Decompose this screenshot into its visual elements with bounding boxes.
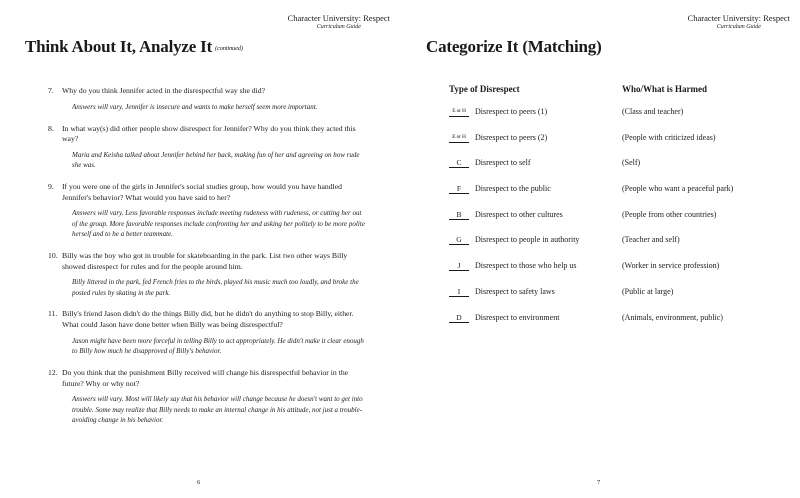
question-item — [48, 86, 368, 112]
question-number: 7. — [48, 86, 54, 95]
column-header-type: Type of Disrespect — [449, 84, 520, 94]
harmed-party: (Teacher and self) — [622, 235, 680, 245]
matching-table — [449, 105, 800, 336]
question-item — [48, 124, 368, 171]
question-text — [48, 251, 368, 272]
matching-row — [449, 233, 800, 259]
running-header-title: Character University: Respect — [687, 13, 790, 23]
harmed-party: (People from other countries) — [622, 209, 717, 219]
question-number: 8. — [48, 123, 54, 133]
disrespect-type: Disrespect to self — [475, 158, 531, 168]
question-text — [48, 86, 368, 97]
harmed-party: (Self) — [622, 158, 641, 168]
matching-row — [449, 156, 800, 182]
question-number: 10. — [48, 250, 58, 260]
title-continued-note: (continued) — [215, 45, 243, 52]
answer-blank: E or H — [449, 107, 469, 117]
disrespect-type: Disrespect to people in authority — [475, 235, 580, 245]
right-page — [400, 0, 800, 498]
column-header-harmed: Who/What is Harmed — [622, 84, 708, 94]
harmed-party: (People who want a peaceful park) — [622, 184, 734, 194]
question-body: In what way(s) did other people show disrespect for Jennifer? Why do you think they acted this way? — [62, 123, 356, 144]
answer-text: Billy littered in the park, fed French fries to the birds, played his music much too loudly, and broke the posted rules by skating in the park. — [72, 278, 359, 297]
question-item — [48, 182, 368, 239]
question-text — [48, 368, 368, 389]
matching-row — [449, 311, 800, 337]
question-item — [48, 309, 368, 356]
harmed-party: (Worker in service profession) — [622, 261, 720, 271]
question-item — [48, 251, 368, 298]
page-title: Categorize It (Matching) — [426, 37, 602, 56]
answer-text: Maria and Keisha talked about Jennifer behind her back, making fun of her and agreeing on how rude she was. — [72, 150, 360, 170]
question-body: Billy was the boy who got in trouble for skateboarding in the park. List two other ways Billy showed disrespect for rules and for the people around him. — [62, 250, 348, 271]
answer-blank: D — [449, 313, 469, 323]
page-title — [25, 37, 243, 57]
question-number: 11. — [48, 309, 58, 319]
question-text — [48, 309, 368, 330]
disrespect-type: Disrespect to the public — [475, 184, 551, 194]
answer-text: Answers will vary. Jennifer is insecure and wants to make herself seem more important. — [72, 102, 318, 111]
running-header-subtitle: Curriculum Guide — [316, 23, 361, 30]
disrespect-type: Disrespect to those who help us — [475, 261, 577, 271]
question-list — [48, 86, 368, 437]
question-text — [48, 182, 368, 203]
running-header-subtitle: Curriculum Guide — [716, 23, 761, 30]
matching-row — [449, 182, 800, 208]
disrespect-type: Disrespect to environment — [475, 312, 560, 322]
answer-text: Answers will vary. Most will likely say that his behavior will change because he doesn't want to get into trouble. Some may realize that Billy needs to make an internal change in his attitude, not just a trouble-avoiding change in his behavior. — [72, 395, 363, 424]
question-body: If you were one of the girls in Jennifer's social studies group, how would you have handled Jennifer's behavior? What would you have said to her? — [62, 182, 342, 202]
question-number: 12. — [48, 367, 58, 377]
harmed-party: (Public at large) — [622, 286, 674, 296]
running-header — [288, 14, 390, 30]
harmed-party: (Class and teacher) — [622, 107, 684, 116]
answer-text: Answers will vary. Less favorable responses include meeting rudeness with rudeness, or cutting her out of the group. More favorable responses include confronting her and asking her politely to be more polite herself and to be a better teammate. — [72, 209, 365, 238]
running-header — [688, 14, 790, 30]
page-number: 6 — [197, 479, 201, 486]
answer-blank: C — [449, 158, 469, 168]
matching-row — [449, 285, 800, 311]
harmed-party: (Animals, environment, public) — [622, 312, 723, 322]
question-body: Do you think that the punishment Billy received will change his disrespectful behavior in the future? Why or why not? — [62, 367, 349, 388]
page-number: 7 — [597, 479, 601, 486]
disrespect-type: Disrespect to other cultures — [475, 209, 563, 219]
answer-blank: J — [449, 261, 469, 271]
page-title-text: Think About It, Analyze It — [25, 37, 213, 56]
disrespect-type: Disrespect to peers (2) — [475, 132, 548, 142]
question-number: 9. — [48, 182, 54, 191]
matching-row — [449, 105, 800, 131]
question-text — [48, 124, 368, 145]
question-body: Billy's friend Jason didn't do the things Billy did, but he didn't do anything to stop Billy, either. What could Jason have done better when Billy was being disrespectful? — [62, 309, 354, 329]
answer-blank: E or H — [449, 133, 469, 143]
question-body: Why do you think Jennifer acted in the disrespectful way she did? — [62, 86, 266, 95]
answer-blank: B — [449, 210, 469, 220]
disrespect-type: Disrespect to safety laws — [475, 286, 555, 296]
matching-row — [449, 131, 800, 157]
answer-blank: I — [449, 287, 469, 297]
disrespect-type: Disrespect to peers (1) — [475, 107, 548, 116]
answer-blank: G — [449, 235, 469, 245]
harmed-party: (People with criticized ideas) — [622, 132, 716, 142]
matching-row — [449, 259, 800, 285]
answer-text: Jason might have been more forceful in telling Billy to act appropriately. He didn't make it clear enough to Billy how much he disapproved of Billy's behavior. — [72, 336, 364, 355]
running-header-title: Character University: Respect — [287, 13, 390, 23]
question-item — [48, 368, 368, 425]
answer-blank: F — [449, 184, 469, 194]
matching-row — [449, 208, 800, 234]
